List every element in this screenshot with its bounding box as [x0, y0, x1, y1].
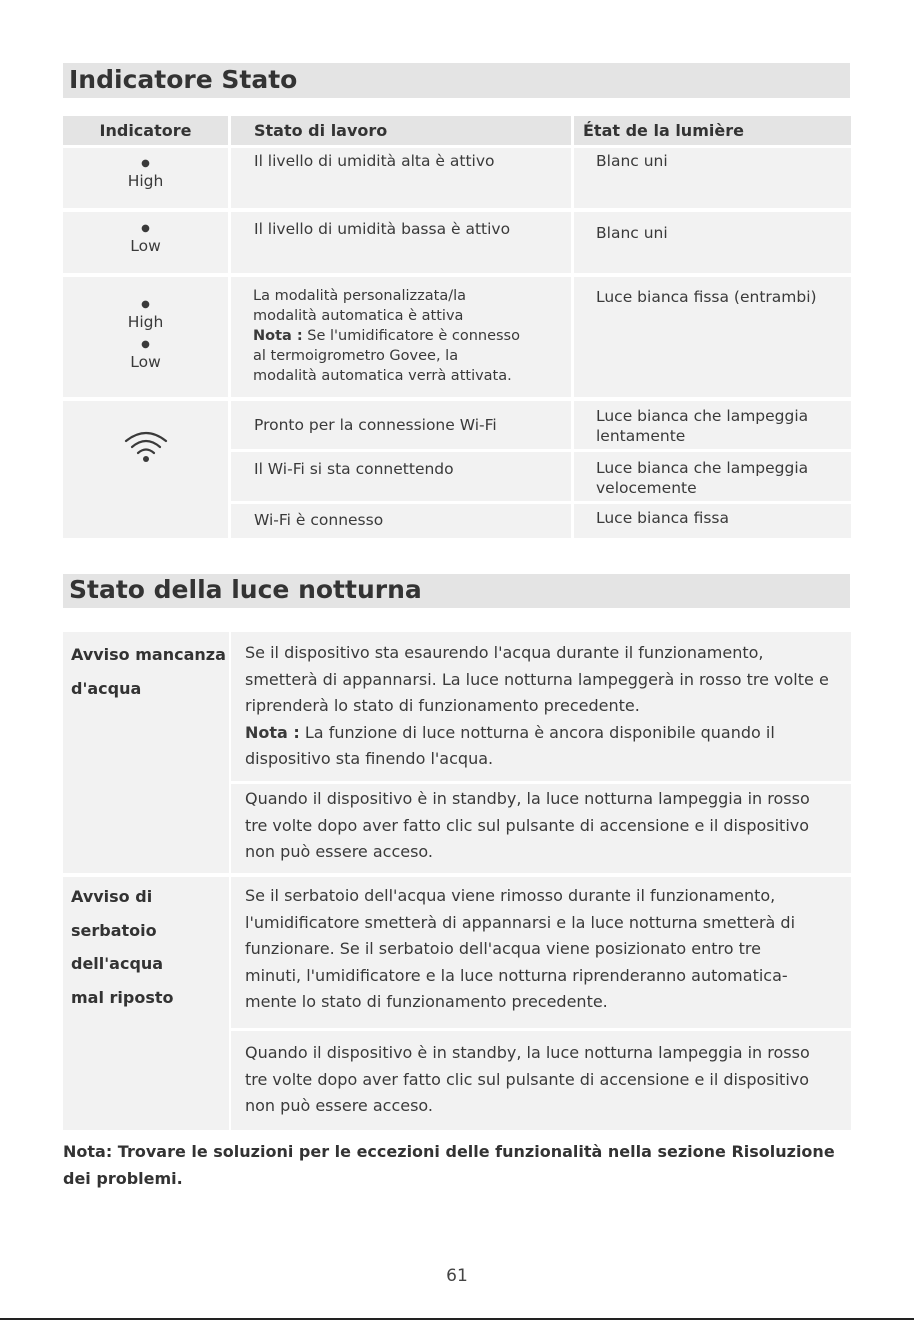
- footer-note-line: Nota: Trovare le soluzioni per le eccezioni delle funzionalità nella sezione Risoluzione: [63, 1142, 835, 1161]
- indicator-dot: ●: [141, 339, 150, 350]
- footer-note: [63, 1138, 843, 1192]
- night-light-label-cell: [63, 632, 229, 873]
- light-state-cell: [574, 401, 851, 449]
- indicator-dot: ●: [141, 223, 150, 234]
- indicator-cell-wifi: [63, 401, 228, 538]
- work-state-text: Il livello di umidità alta è attivo: [254, 152, 495, 170]
- indicator-dot: ●: [141, 299, 150, 310]
- label-line: dell'acqua: [71, 954, 164, 973]
- desc-line: funzionare. Se il serbatoio dell'acqua viene posizionato entro tre: [245, 939, 761, 958]
- indicator-label: High: [127, 313, 164, 331]
- section-title-indicatore-stato: Indicatore Stato: [63, 63, 850, 98]
- label-line: Avviso mancanza: [71, 645, 226, 664]
- indicator-dot: ●: [141, 158, 150, 169]
- work-state-cell: [231, 148, 571, 208]
- note-text: La funzione di luce notturna è ancora disponibile quando il: [299, 722, 775, 742]
- note-label: Nota :: [253, 328, 303, 344]
- light-state-cell: [574, 504, 851, 538]
- label-line: d'acqua: [71, 678, 142, 698]
- light-state-cell: [574, 212, 851, 273]
- wifi-icon: [124, 429, 168, 463]
- light-state-line: lentamente: [596, 427, 686, 445]
- light-state-cell: [574, 452, 851, 501]
- footer-note-line: dei problemi.: [63, 1169, 183, 1188]
- desc-line: Se il dispositivo sta esaurendo l'acqua durante il funzionamento,: [245, 643, 764, 662]
- work-state-line: La modalità personalizzata/la: [253, 288, 467, 304]
- desc-line: dispositivo sta finendo l'acqua.: [245, 749, 494, 768]
- light-state-text: Luce bianca fissa (entrambi): [596, 288, 817, 306]
- light-state-text: Blanc uni: [596, 152, 668, 170]
- work-state-cell: [231, 277, 571, 397]
- light-state-cell: [574, 148, 851, 208]
- desc-line: tre volte dopo aver fatto clic sul pulsante di accensione e il dispositivo: [245, 815, 810, 835]
- work-state-text: Il Wi-Fi si sta connettendo: [254, 460, 454, 478]
- work-state-cell: [231, 401, 571, 449]
- work-state-cell: [231, 452, 571, 501]
- indicator-label: High: [127, 172, 164, 190]
- desc-line: Se il serbatoio dell'acqua viene rimosso durante il funzionamento,: [245, 886, 776, 905]
- light-state-line: Luce bianca che lampeggia: [596, 459, 809, 477]
- desc-line: smetterà di appannarsi. La luce notturna lampeggerà in rosso tre volte e: [245, 669, 829, 689]
- desc-note: [245, 720, 851, 747]
- work-state-line: modalità automatica è attiva: [253, 308, 464, 324]
- indicator-cell-high-low: [63, 277, 228, 397]
- work-state-text: Il livello di umidità bassa è attivo: [254, 220, 511, 238]
- work-state-text: Wi-Fi è connesso: [254, 511, 384, 529]
- work-state-line: al termoigrometro Govee, la: [253, 348, 459, 364]
- desc-line: minuti, l'umidificatore e la luce notturna riprenderanno automatica-: [245, 965, 788, 985]
- light-state-text: Luce bianca fissa: [596, 509, 729, 527]
- section-title-luce-notturna: Stato della luce notturna: [63, 574, 850, 608]
- table-header-etat-lumiere: État de la lumière: [574, 116, 851, 145]
- light-state-cell: [574, 277, 851, 397]
- table-header-indicatore: Indicatore: [63, 116, 228, 145]
- desc-line: Quando il dispositivo è in standby, la luce notturna lampeggia in rosso: [245, 789, 810, 808]
- desc-line: non può essere acceso.: [245, 842, 434, 861]
- label-line: mal riposto: [71, 987, 174, 1007]
- desc-line: tre volte dopo aver fatto clic sul pulsante di accensione e il dispositivo: [245, 1069, 810, 1089]
- light-state-line: velocemente: [596, 479, 697, 497]
- work-state-cell: [231, 212, 571, 273]
- light-state-line: Luce bianca che lampeggia: [596, 407, 809, 425]
- work-state-line: modalità automatica verrà attivata.: [253, 368, 512, 384]
- indicator-cell-low: [63, 212, 228, 273]
- label-line: Avviso di: [71, 887, 153, 906]
- night-light-desc-cell: [231, 784, 851, 873]
- bottom-rule: [0, 1318, 914, 1320]
- note-label: Nota :: [245, 722, 300, 742]
- indicator-label: Low: [130, 353, 161, 371]
- page-number: 61: [446, 1266, 468, 1286]
- night-light-desc-cell: [231, 877, 851, 1028]
- night-light-desc-cell: [231, 1031, 851, 1130]
- desc-line: non può essere acceso.: [245, 1096, 434, 1115]
- desc-line: mente lo stato di funzionamento precedente.: [245, 992, 608, 1011]
- table-header-stato-di-lavoro: Stato di lavoro: [231, 116, 571, 145]
- light-state-text: Blanc uni: [596, 224, 668, 242]
- work-state-note: [253, 326, 571, 346]
- desc-line: Quando il dispositivo è in standby, la luce notturna lampeggia in rosso: [245, 1043, 810, 1062]
- indicator-cell-high: [63, 148, 228, 208]
- work-state-cell: [231, 504, 571, 538]
- desc-line: riprenderà lo stato di funzionamento precedente.: [245, 696, 640, 715]
- night-light-desc-cell: [231, 632, 851, 781]
- night-light-label-cell: [63, 877, 229, 1130]
- work-state-text: Pronto per la connessione Wi-Fi: [254, 416, 497, 434]
- note-text: Se l'umidificatore è connesso: [302, 328, 520, 344]
- label-line: serbatoio: [71, 920, 157, 940]
- desc-line: l'umidificatore smetterà di appannarsi e la luce notturna smetterà di: [245, 912, 796, 932]
- indicator-label: Low: [130, 237, 161, 255]
